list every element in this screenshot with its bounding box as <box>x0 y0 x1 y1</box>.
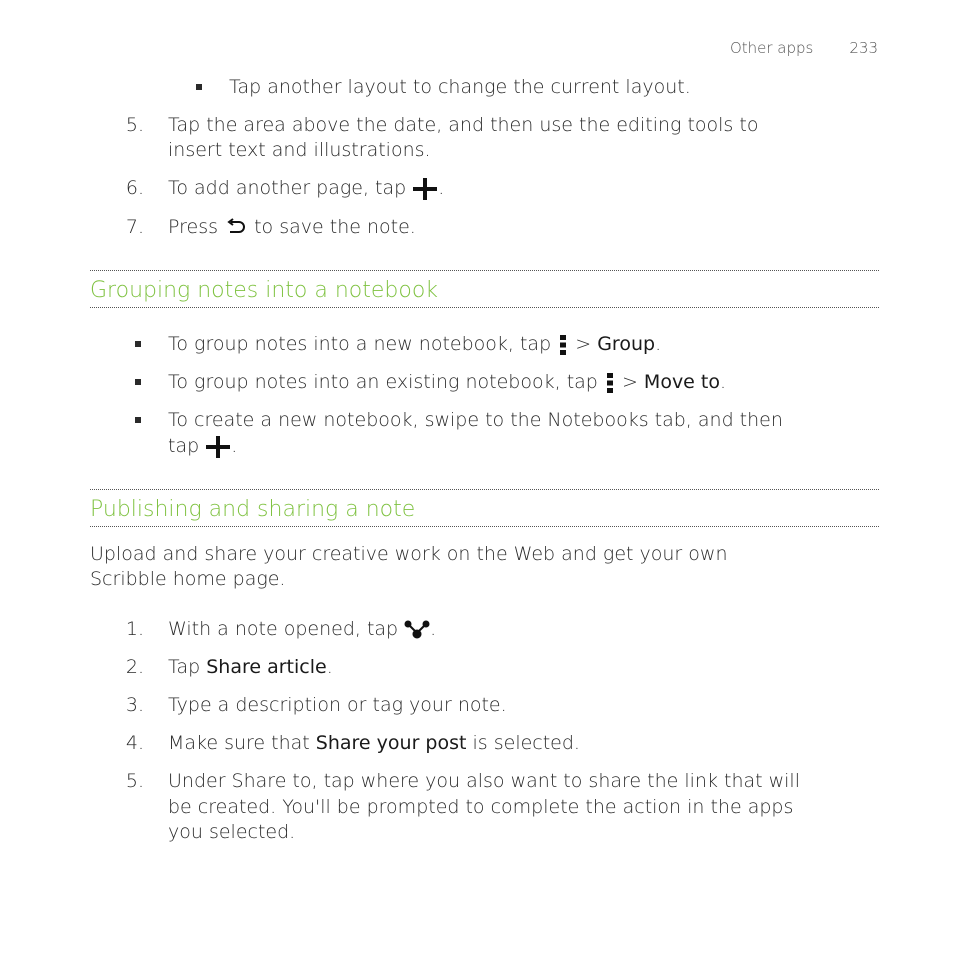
step-7-text <box>168 214 416 240</box>
step-number: 7. <box>125 216 144 238</box>
step-number: 4. <box>125 732 144 754</box>
section-heading-publishing: Publishing and sharing a note <box>90 497 416 522</box>
grouping-b1-after: . <box>655 333 662 355</box>
publishing-intro-line2: Scribble home page. <box>90 568 286 590</box>
running-header <box>730 38 878 58</box>
menu-icon <box>557 334 569 356</box>
publish-s5-line2: be created. You'll be prompted to complete the action in the apps <box>168 796 794 818</box>
step-6-text <box>168 175 444 201</box>
share-icon <box>404 619 430 641</box>
step-7-before: Press <box>168 216 219 238</box>
step-number: 6. <box>125 177 144 199</box>
bullet-marker <box>196 84 202 90</box>
publish-step-1 <box>168 616 436 642</box>
grouping-b3-after: . <box>231 435 238 457</box>
step-7-after: to save the note. <box>254 216 416 238</box>
grouping-b2-before: To group notes into an existing notebook, tap <box>168 371 598 393</box>
grouping-b3-line1: To create a new notebook, swipe to the Notebooks tab, and then <box>168 409 783 431</box>
grouping-b1-sep: > <box>575 333 592 355</box>
publish-s2-after: . <box>326 656 333 678</box>
step-number: 3. <box>125 694 144 716</box>
share-your-post-option: Share your post <box>315 732 467 754</box>
share-article-option: Share article <box>206 656 327 678</box>
bullet-marker <box>135 341 141 347</box>
step-number: 1. <box>125 618 144 640</box>
publish-step-3: Type a description or tag your note. <box>168 694 507 716</box>
step-6-before: To add another page, tap <box>168 177 407 199</box>
publish-step-2 <box>168 654 333 680</box>
publish-s5-line1: Under Share to, tap where you also want to share the link that will <box>168 770 800 792</box>
step-number: 5. <box>125 770 144 792</box>
grouping-b3-before: tap <box>168 435 200 457</box>
publish-s4-before: Make sure that <box>168 732 310 754</box>
grouping-b1-before: To group notes into a new notebook, tap <box>168 333 552 355</box>
bullet-marker <box>135 379 141 385</box>
publish-s1-after: . <box>430 618 437 640</box>
page-number: 233 <box>849 39 878 57</box>
move-to-menu-item: Move to <box>643 371 720 393</box>
step-5-line2: insert text and illustrations. <box>168 139 431 161</box>
publish-s2-before: Tap <box>168 656 201 678</box>
bullet-marker <box>135 417 141 423</box>
section-divider <box>90 270 879 271</box>
publish-s1-before: With a note opened, tap <box>168 618 399 640</box>
section-divider <box>90 307 879 308</box>
publish-step-4 <box>168 730 580 756</box>
section-divider <box>90 489 879 490</box>
publish-s4-after: is selected. <box>472 732 580 754</box>
step-6-after: . <box>438 177 445 199</box>
publishing-intro-line1: Upload and share your creative work on the Web and get your own <box>90 543 728 565</box>
section-divider <box>90 526 879 527</box>
grouping-bullet-1 <box>168 331 661 357</box>
section-heading-grouping: Grouping notes into a notebook <box>90 278 439 303</box>
back-icon <box>224 218 248 238</box>
grouping-b3-line2 <box>168 433 237 459</box>
step-number: 5. <box>125 114 144 136</box>
grouping-b2-after: . <box>720 371 727 393</box>
publish-s5-line3: you selected. <box>168 821 296 843</box>
menu-icon <box>604 372 616 394</box>
group-menu-item: Group <box>597 333 656 355</box>
plus-icon <box>412 177 438 201</box>
grouping-bullet-2 <box>168 369 726 395</box>
top-bullet-text: Tap another layout to change the current layout. <box>229 76 691 98</box>
header-section: Other apps <box>729 39 814 57</box>
step-number: 2. <box>125 656 144 678</box>
step-5-line1: Tap the area above the date, and then use the editing tools to <box>168 114 759 136</box>
grouping-b2-sep: > <box>621 371 638 393</box>
plus-icon <box>205 435 231 459</box>
